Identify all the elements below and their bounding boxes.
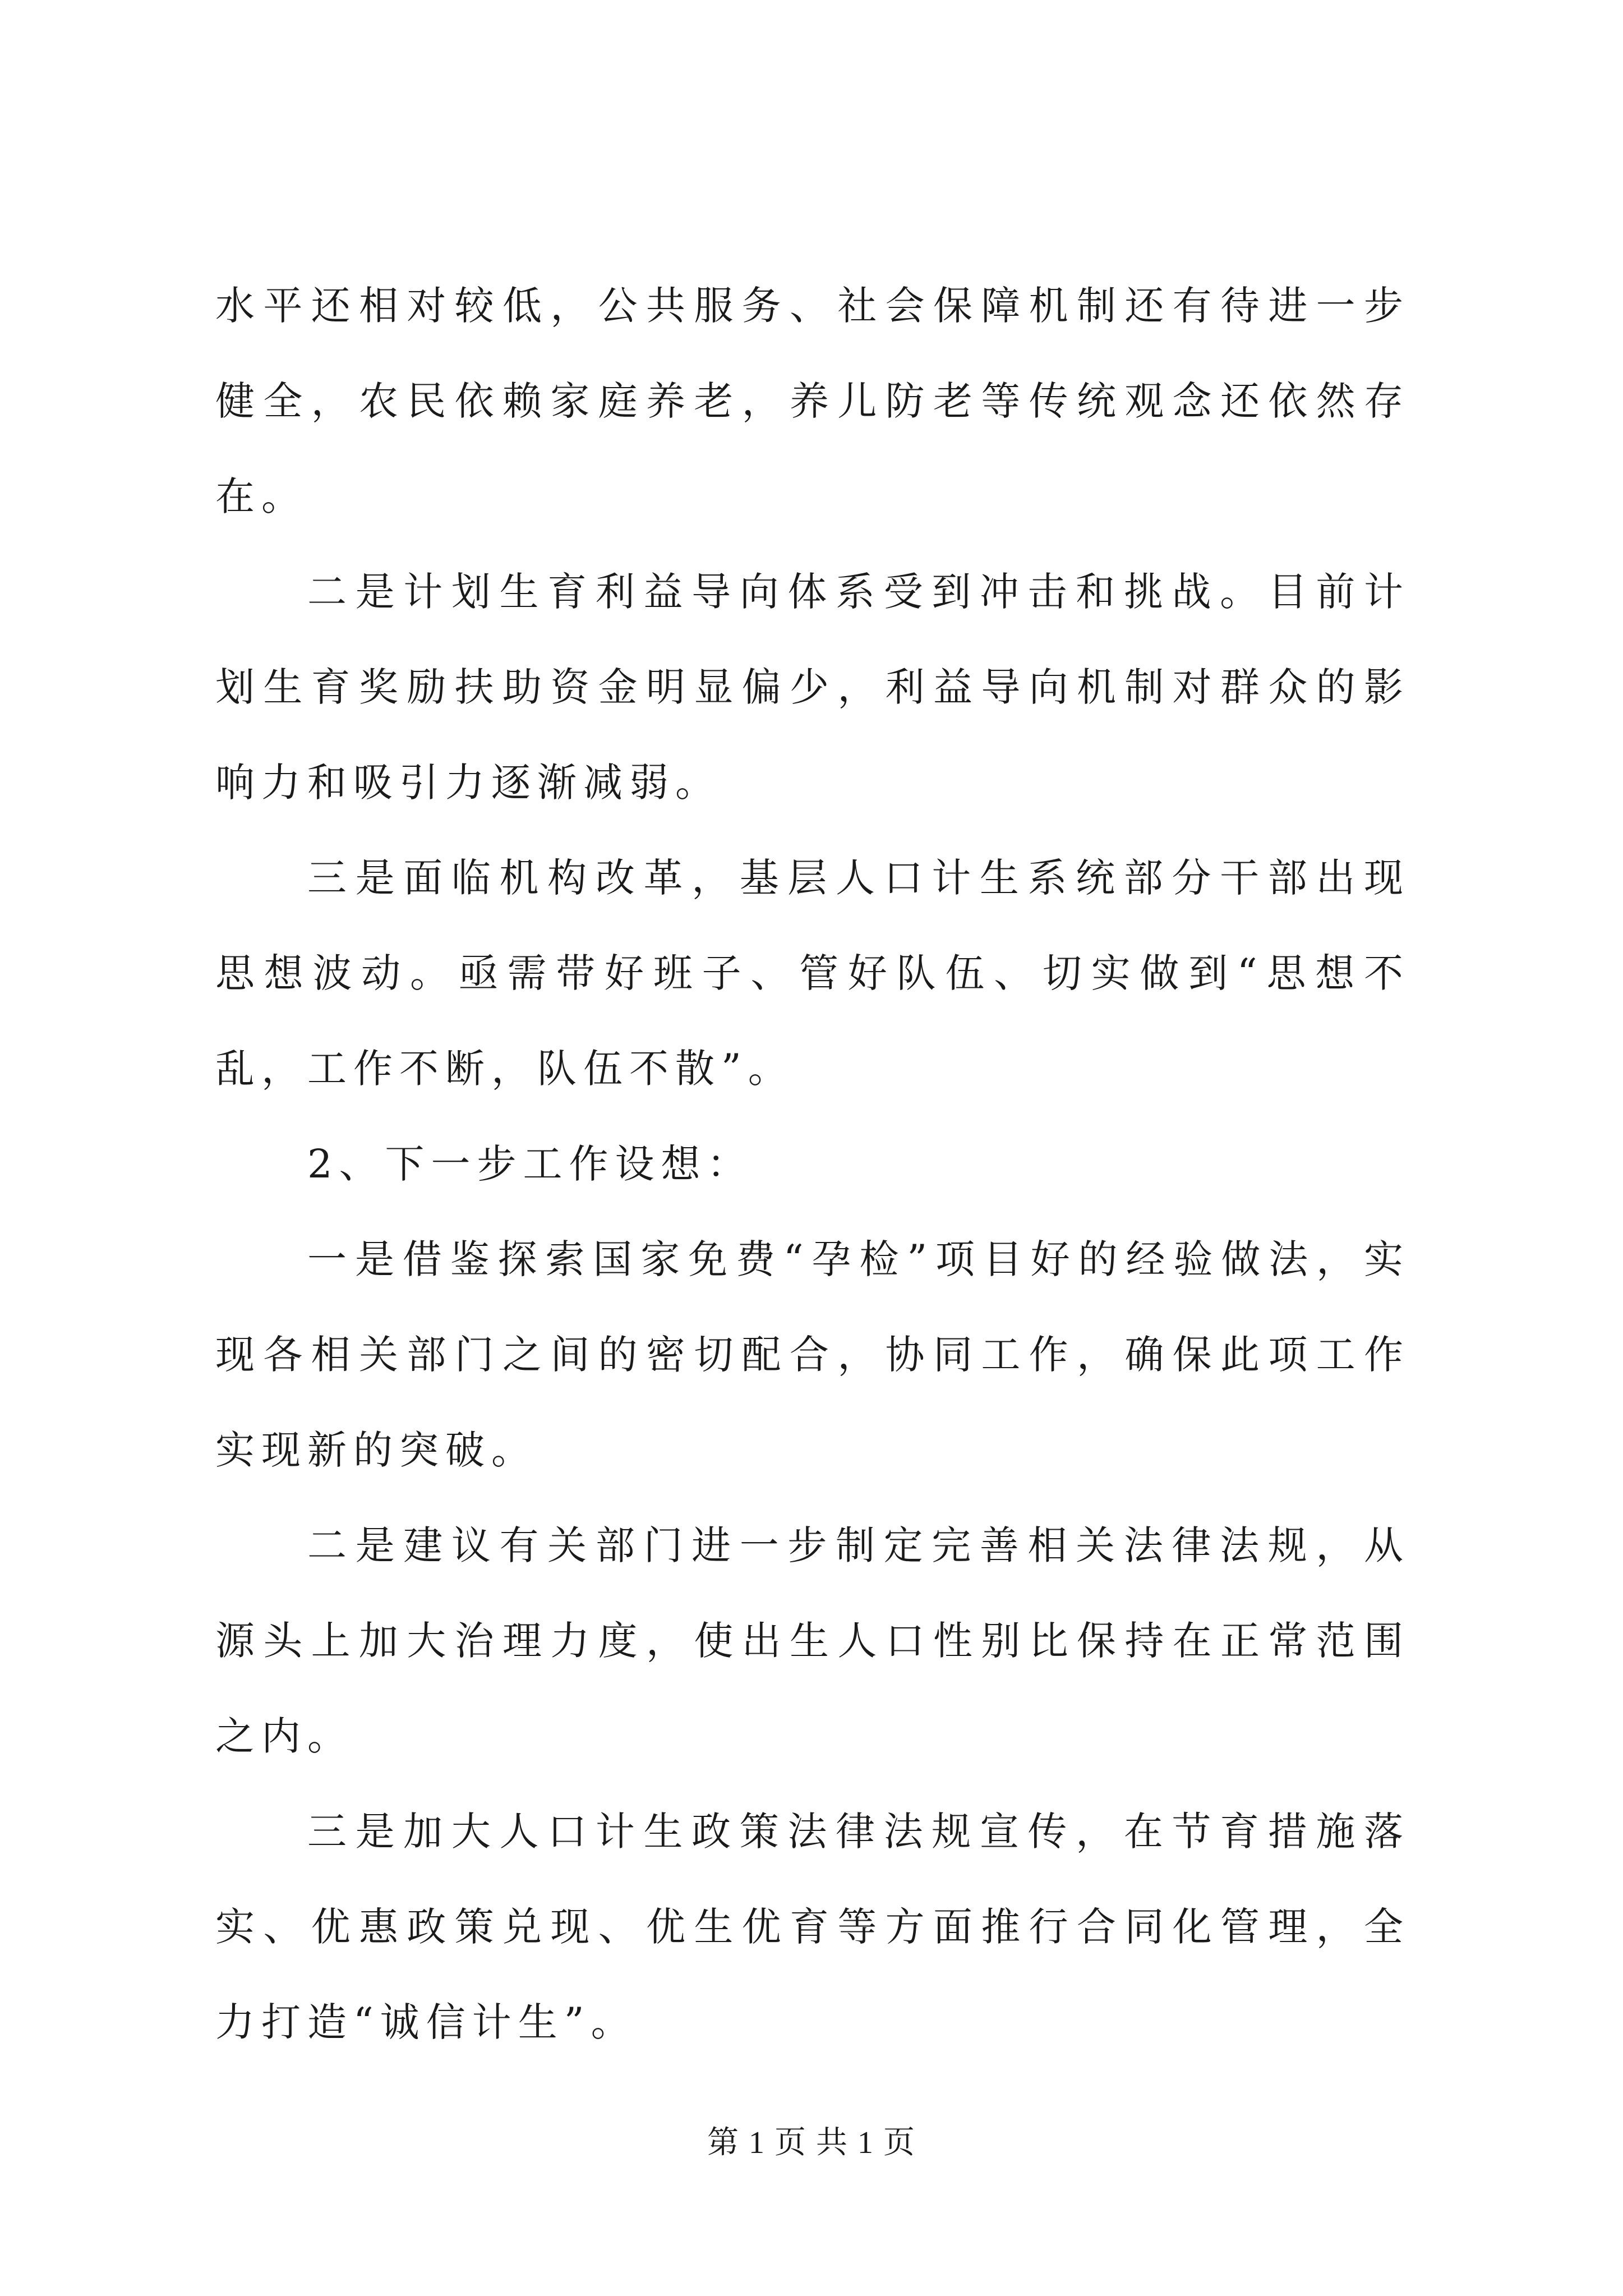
paragraph-5: 一是借鉴探索国家免费“孕检”项目好的经验做法，实现各相关部门之间的密切配合，协同工作，确保此项工作实现新的突破。 — [215, 1236, 1410, 1473]
paragraph-6: 二是建议有关部门进一步制定完善相关法律法规，从源头上加大治理力度，使出生人口性别比保持在正常范围之内。 — [215, 1522, 1410, 1759]
paragraph-1: 水平还相对较低，公共服务、社会保障机制还有待进一步健全，农民依赖家庭养老，养儿防老等传统观念还依然存在。 — [215, 283, 1410, 519]
paragraph-7: 三是加大人口计生政策法律法规宣传，在节育措施落实、优惠政策兑现、优生优育等方面推行合同化管理，全力打造“诚信计生”。 — [215, 1809, 1410, 2045]
document-body — [215, 258, 1410, 2070]
page-footer: 第 1 页 共 1 页 — [707, 2125, 916, 2160]
paragraph-2: 二是计划生育利益导向体系受到冲击和挑战。目前计划生育奖励扶助资金明显偏少，利益导向机制对群众的影响力和吸引力逐渐减弱。 — [215, 569, 1410, 806]
section-heading-next-steps: 2、下一步工作设想： — [307, 1141, 753, 1187]
paragraph-3: 三是面临机构改革，基层人口计生系统部分干部出现思想波动。亟需带好班子、管好队伍、切实做到“思想不乱，工作不断，队伍不散”。 — [215, 855, 1410, 1092]
